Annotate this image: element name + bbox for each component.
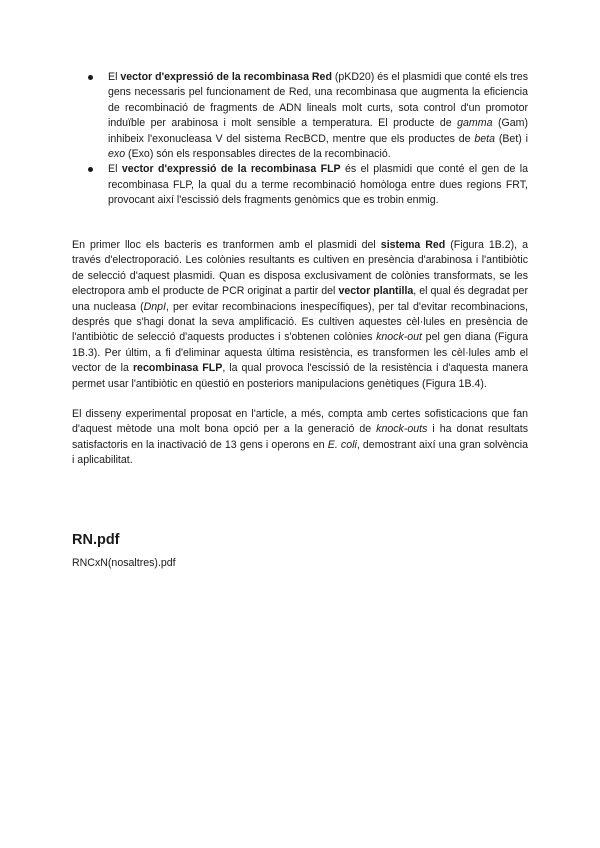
text-run: (Bet) i [495, 132, 528, 145]
text-run: El disseny experimental proposat en l'article, a més, compta amb certes sofisticacions que fan d'aquest mètode una molt bona opció per a la generació de [72, 408, 528, 436]
paragraph-procedure [72, 238, 528, 392]
text-run: (pKD20) és el plasmidi que conté els tres gens necessaris pel funcionament de Red, una recombinasa que augmenta la eficiencia de recombinació de fragments de ADN lineals molt curts, sota control d'un promotor induïble per arabinosa i molt sensible a temperatura. El producte de [108, 71, 528, 130]
text-run: (Figura 1B.2), a través d'electroporació. Les colònies resultants es cultiven en presència d'arabinosa i l'antibiòtic de selecció d'aquest plasmidi. Quan es disposa exclusivament de colònies transformats, se les electropora amb el producte de PCR originat a partir del [72, 239, 528, 298]
text-run: , el qual és degradat per una nucleasa ( [72, 285, 528, 313]
text-run: , per evitar recombinacions inespecífiques), per tal d'evitar recombinacions, després que s'hagi donat la seva amplificació. Es cultiven aquestes cèl·lules en presència de l'antibiòtic de selecció d'aquests productes i s'obtenen colònies [72, 300, 528, 344]
bold-term: sistema Red [380, 239, 446, 251]
text-run: és el plasmidi que conté el gen de la recombinasa FLP, la qual du a terme recombinació homòloga entre dues regions FRT, provocant així l'escissió dels fragments genòmics que es trobin enmig. [108, 163, 528, 207]
bullet-red-recombinase [82, 70, 528, 162]
section-title: RN.pdf [72, 532, 120, 548]
italic-term: gamma [457, 117, 493, 130]
bold-term: vector d'expressió de la recombinasa Red [120, 71, 332, 83]
bold-term: recombinasa FLP [132, 362, 223, 375]
text-run: pel gen diana (Figura 1B.3). Per últim, a fi d'eliminar aquesta última resistència, es transformen les cèl·lules amb el vector de la [72, 331, 529, 375]
bullet-dot-icon [88, 167, 93, 172]
bullet-flp-recombinase [82, 162, 528, 208]
text-run: El [108, 71, 121, 83]
bullet-dot-icon [88, 75, 93, 80]
file-name-line: RNCxN(nosaltres).pdf [72, 557, 176, 569]
text-run: , demostrant així una gran solvència i aplicabilitat. [72, 438, 528, 467]
text-run: , la qual provoca l'escissió de la resistència i d'aquesta manera permet usar l'antibiòtic en qüestió en posteriors manipulacions genètiques (Figura 1B.4). [72, 362, 528, 390]
italic-term: DnpI [143, 300, 166, 313]
text-run: i ha donat resultats satisfactoris en la inactivació de 13 gens i operons en [72, 423, 528, 451]
bold-term: vector d'expressió de la recombinasa FLP [121, 163, 341, 176]
paragraph-conclusion [72, 407, 528, 469]
italic-term: E. coli [327, 438, 357, 451]
text-run: (Gam) inhibeix l'exonucleasa V del sistema RecBCD, mentre que els productes de [108, 117, 528, 145]
italic-term: beta [474, 132, 495, 145]
text-run: (Exo) són els responsables directes de la recombinació. [125, 148, 391, 161]
italic-term: knock-out [376, 331, 422, 344]
italic-term: exo [108, 148, 126, 161]
italic-term: knock-outs [376, 423, 428, 436]
plasmid-bullet-list [82, 70, 528, 209]
text-run: En primer lloc els bacteris es tranformen amb el plasmidi del [72, 239, 381, 251]
bold-term: vector plantilla [338, 285, 414, 298]
text-run: El [108, 163, 122, 176]
